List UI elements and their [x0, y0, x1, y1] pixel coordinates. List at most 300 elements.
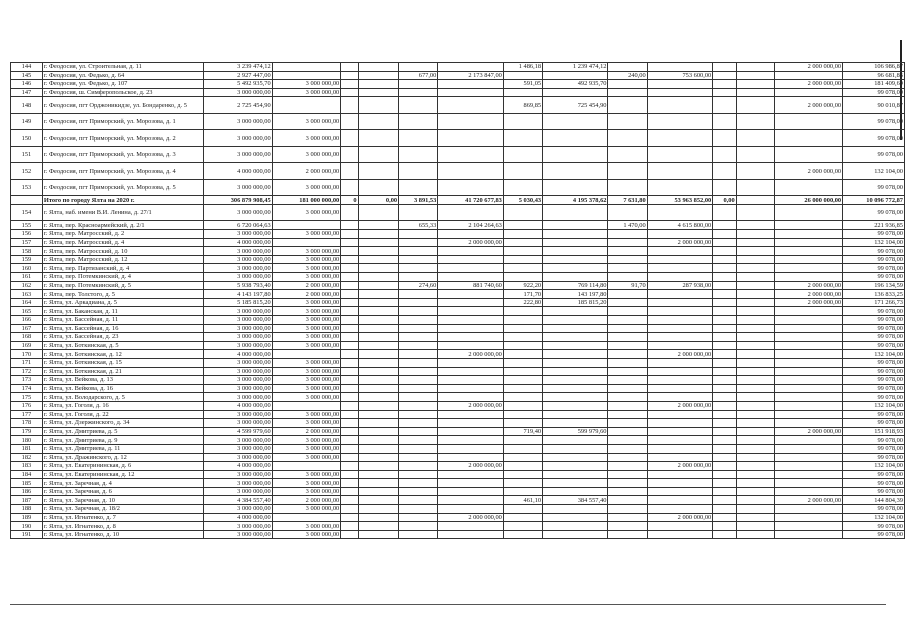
value-cell [713, 333, 736, 342]
address-cell: г. Ялта, пер. Толстого, д. 5 [42, 290, 203, 299]
value-cell [647, 146, 713, 163]
value-cell [399, 367, 438, 376]
value-cell [647, 522, 713, 531]
table-row [11, 316, 905, 325]
value-cell [543, 179, 608, 196]
value-cell: 2 000 000,00 [774, 427, 842, 436]
table-row [11, 376, 905, 385]
value-cell [399, 80, 438, 89]
value-cell: 0 [341, 196, 358, 205]
value-cell: 3 000 000,00 [204, 384, 273, 393]
value-cell [399, 307, 438, 316]
row-number-cell: 173 [11, 376, 43, 385]
value-cell [713, 324, 736, 333]
value-cell: 3 000 000,00 [204, 88, 273, 97]
table-row [11, 393, 905, 402]
value-cell: 3 000 000,00 [204, 130, 273, 147]
value-cell [608, 324, 647, 333]
value-cell [713, 393, 736, 402]
value-cell: 99 078,00 [843, 230, 905, 239]
value-cell: 132 104,00 [843, 462, 905, 471]
value-cell: 769 114,80 [543, 281, 608, 290]
value-cell [713, 384, 736, 393]
value-cell [608, 238, 647, 247]
value-cell: 3 000 000,00 [204, 316, 273, 325]
value-cell: 2 000 000,00 [438, 513, 504, 522]
value-cell: 132 104,00 [843, 163, 905, 180]
value-cell [736, 179, 774, 196]
value-cell [358, 255, 399, 264]
address-cell: г. Ялта, ул. Екатерининская, д. 12 [42, 470, 203, 479]
value-cell [608, 384, 647, 393]
value-cell [543, 479, 608, 488]
value-cell [713, 290, 736, 299]
value-cell [713, 367, 736, 376]
value-cell [438, 427, 504, 436]
value-cell [399, 163, 438, 180]
address-cell: г. Ялта, ул. Гоголя, д. 16 [42, 401, 203, 410]
value-cell: 591,05 [503, 80, 542, 89]
table-row [11, 71, 905, 80]
value-cell: 2 000 000,00 [272, 496, 341, 505]
value-cell [713, 496, 736, 505]
table-row [11, 273, 905, 282]
value-cell: 99 078,00 [843, 179, 905, 196]
value-cell [543, 221, 608, 230]
value-cell [736, 238, 774, 247]
value-cell [399, 298, 438, 307]
value-cell [608, 333, 647, 342]
value-cell [438, 247, 504, 256]
table-row [11, 113, 905, 130]
value-cell [647, 298, 713, 307]
value-cell [358, 238, 399, 247]
value-cell [774, 238, 842, 247]
address-cell: г. Ялта, пер. Матросский, д. 4 [42, 238, 203, 247]
value-cell [736, 384, 774, 393]
address-cell: г. Ялта, ул. Вейкова, д. 16 [42, 384, 203, 393]
value-cell: 3 000 000,00 [272, 179, 341, 196]
row-number-cell: 191 [11, 530, 43, 539]
value-cell [341, 530, 358, 539]
value-cell: 7 631,80 [608, 196, 647, 205]
value-cell [736, 350, 774, 359]
value-cell [272, 350, 341, 359]
value-cell: 4 000 000,00 [204, 163, 273, 180]
value-cell [608, 444, 647, 453]
value-cell [503, 384, 542, 393]
value-cell [736, 307, 774, 316]
value-cell: 3 891,53 [399, 196, 438, 205]
value-cell [399, 384, 438, 393]
value-cell [647, 333, 713, 342]
address-cell: г. Ялта, ул. Заречная, д. 10 [42, 496, 203, 505]
value-cell: 99 078,00 [843, 113, 905, 130]
value-cell [341, 436, 358, 445]
value-cell [358, 462, 399, 471]
value-cell: 3 000 000,00 [204, 273, 273, 282]
value-cell [438, 290, 504, 299]
value-cell [713, 419, 736, 428]
value-cell [358, 384, 399, 393]
value-cell: 41 720 677,83 [438, 196, 504, 205]
value-cell [438, 146, 504, 163]
table-row [11, 97, 905, 114]
value-cell [543, 453, 608, 462]
value-cell [713, 264, 736, 273]
value-cell [503, 513, 542, 522]
value-cell [358, 146, 399, 163]
value-cell [774, 462, 842, 471]
value-cell: 3 000 000,00 [204, 505, 273, 514]
value-cell [438, 522, 504, 531]
address-cell: г. Ялта, ул. Володарского, д. 5 [42, 393, 203, 402]
value-cell [608, 163, 647, 180]
table-row [11, 444, 905, 453]
value-cell [399, 496, 438, 505]
value-cell [608, 307, 647, 316]
value-cell [358, 97, 399, 114]
value-cell [647, 290, 713, 299]
value-cell [503, 358, 542, 367]
address-cell: г. Ялта, пер. Матросский, д. 12 [42, 255, 203, 264]
value-cell [358, 470, 399, 479]
value-cell [647, 453, 713, 462]
value-cell [774, 130, 842, 147]
value-cell [713, 350, 736, 359]
value-cell: 3 000 000,00 [272, 384, 341, 393]
value-cell: 99 078,00 [843, 341, 905, 350]
value-cell [438, 341, 504, 350]
value-cell [647, 384, 713, 393]
value-cell [608, 298, 647, 307]
value-cell: 3 000 000,00 [204, 436, 273, 445]
value-cell: 3 000 000,00 [272, 453, 341, 462]
value-cell: 3 000 000,00 [272, 358, 341, 367]
value-cell [438, 358, 504, 367]
value-cell [736, 316, 774, 325]
value-cell [358, 316, 399, 325]
value-cell [774, 487, 842, 496]
value-cell [647, 436, 713, 445]
value-cell: 3 000 000,00 [272, 130, 341, 147]
value-cell [543, 393, 608, 402]
value-cell [341, 204, 358, 221]
value-cell: 171,70 [503, 290, 542, 299]
value-cell: 3 000 000,00 [272, 324, 341, 333]
row-number-cell: 164 [11, 298, 43, 307]
address-cell: г. Ялта, пер. Матросский, д. 2 [42, 230, 203, 239]
value-cell [358, 204, 399, 221]
value-cell: 2 000 000,00 [647, 513, 713, 522]
value-cell [647, 393, 713, 402]
value-cell [736, 522, 774, 531]
value-cell [272, 71, 341, 80]
value-cell: 3 000 000,00 [272, 264, 341, 273]
table-row [11, 505, 905, 514]
value-cell [438, 307, 504, 316]
row-number-cell: 147 [11, 88, 43, 97]
value-cell [647, 63, 713, 72]
value-cell: 2 000 000,00 [438, 350, 504, 359]
value-cell: 171 266,73 [843, 298, 905, 307]
value-cell [647, 97, 713, 114]
value-cell [358, 130, 399, 147]
value-cell [736, 444, 774, 453]
value-cell [438, 436, 504, 445]
value-cell: 2 000 000,00 [774, 496, 842, 505]
address-cell: г. Феодосия, пгт Приморский, ул. Морозова, д. 2 [42, 130, 203, 147]
value-cell: 3 000 000,00 [272, 487, 341, 496]
value-cell [399, 419, 438, 428]
value-cell [503, 238, 542, 247]
value-cell: 99 078,00 [843, 204, 905, 221]
value-cell [438, 230, 504, 239]
value-cell: 2 000 000,00 [647, 401, 713, 410]
value-cell [736, 470, 774, 479]
value-cell: 99 078,00 [843, 505, 905, 514]
value-cell [608, 376, 647, 385]
address-cell: г. Феодосия, ш. Симферопольское, д. 23 [42, 88, 203, 97]
value-cell [647, 341, 713, 350]
value-cell [543, 487, 608, 496]
value-cell [399, 401, 438, 410]
address-cell: г. Ялта, ул. Гоголя, д. 22 [42, 410, 203, 419]
value-cell: 99 078,00 [843, 333, 905, 342]
value-cell [358, 307, 399, 316]
value-cell [647, 505, 713, 514]
value-cell [774, 179, 842, 196]
table-row [11, 255, 905, 264]
value-cell: 99 078,00 [843, 393, 905, 402]
row-number-cell: 171 [11, 358, 43, 367]
value-cell [713, 444, 736, 453]
value-cell [503, 479, 542, 488]
value-cell [399, 341, 438, 350]
value-cell [608, 462, 647, 471]
value-cell [543, 401, 608, 410]
value-cell: 2 173 847,00 [438, 71, 504, 80]
value-cell [647, 419, 713, 428]
value-cell [774, 376, 842, 385]
value-cell [774, 316, 842, 325]
value-cell: 725 454,90 [543, 97, 608, 114]
table-row [11, 367, 905, 376]
value-cell [608, 393, 647, 402]
value-cell [774, 273, 842, 282]
value-cell [543, 367, 608, 376]
value-cell [713, 462, 736, 471]
value-cell [503, 230, 542, 239]
value-cell [438, 376, 504, 385]
value-cell [438, 88, 504, 97]
address-cell: г. Ялта, ул. Дмитриева, д. 5 [42, 427, 203, 436]
value-cell [608, 341, 647, 350]
row-number-cell: 190 [11, 522, 43, 531]
value-cell: 4 000 000,00 [204, 238, 273, 247]
value-cell: 3 000 000,00 [204, 487, 273, 496]
value-cell [543, 470, 608, 479]
value-cell [647, 163, 713, 180]
value-cell [647, 255, 713, 264]
table-row [11, 230, 905, 239]
value-cell [608, 505, 647, 514]
value-cell [358, 324, 399, 333]
address-cell: г. Ялта, ул. Заречная, д. 18/2 [42, 505, 203, 514]
value-cell [399, 522, 438, 531]
value-cell [503, 470, 542, 479]
value-cell [774, 410, 842, 419]
value-cell [358, 281, 399, 290]
row-number-cell: 158 [11, 247, 43, 256]
value-cell: 132 104,00 [843, 401, 905, 410]
value-cell [647, 204, 713, 221]
value-cell [503, 316, 542, 325]
value-cell [608, 130, 647, 147]
value-cell: 3 000 000,00 [272, 419, 341, 428]
value-cell: 4 000 000,00 [204, 513, 273, 522]
value-cell [543, 307, 608, 316]
value-cell: 881 740,60 [438, 281, 504, 290]
value-cell [543, 358, 608, 367]
table-row [11, 238, 905, 247]
value-cell [358, 230, 399, 239]
table-row [11, 462, 905, 471]
value-cell [399, 264, 438, 273]
value-cell [608, 146, 647, 163]
value-cell [399, 376, 438, 385]
value-cell: 3 000 000,00 [204, 333, 273, 342]
address-cell: г. Ялта, ул. Игнатенко, д. 10 [42, 530, 203, 539]
value-cell [608, 453, 647, 462]
address-cell: г. Феодосия, ул. Строительная, д. 11 [42, 63, 203, 72]
value-cell: 3 000 000,00 [272, 393, 341, 402]
table-row [11, 522, 905, 531]
value-cell [358, 273, 399, 282]
value-cell [608, 530, 647, 539]
row-number-cell: 187 [11, 496, 43, 505]
value-cell [503, 247, 542, 256]
value-cell [713, 358, 736, 367]
value-cell [736, 230, 774, 239]
table-row [11, 487, 905, 496]
value-cell [736, 88, 774, 97]
value-cell [503, 350, 542, 359]
value-cell [543, 230, 608, 239]
value-cell: 4 195 378,62 [543, 196, 608, 205]
table-row [11, 264, 905, 273]
value-cell: 3 000 000,00 [204, 230, 273, 239]
value-cell [399, 113, 438, 130]
value-cell [543, 71, 608, 80]
value-cell [358, 444, 399, 453]
address-cell: г. Ялта, ул. Боткинская, д. 12 [42, 350, 203, 359]
value-cell: 99 078,00 [843, 444, 905, 453]
value-cell: 3 000 000,00 [272, 376, 341, 385]
value-cell: 599 979,60 [543, 427, 608, 436]
value-cell [713, 179, 736, 196]
value-cell [399, 462, 438, 471]
value-cell: 5 030,43 [503, 196, 542, 205]
table-body [11, 63, 905, 539]
row-number-cell: 169 [11, 341, 43, 350]
value-cell: 196 134,59 [843, 281, 905, 290]
value-cell [341, 71, 358, 80]
value-cell [647, 444, 713, 453]
value-cell [736, 376, 774, 385]
value-cell: 99 078,00 [843, 522, 905, 531]
value-cell [341, 487, 358, 496]
value-cell [608, 273, 647, 282]
value-cell [543, 419, 608, 428]
value-cell: 4 384 557,40 [204, 496, 273, 505]
value-cell [503, 487, 542, 496]
table-row [11, 436, 905, 445]
value-cell [503, 522, 542, 531]
value-cell: 3 000 000,00 [272, 367, 341, 376]
value-cell [272, 238, 341, 247]
table-row [11, 350, 905, 359]
value-cell [438, 63, 504, 72]
value-cell: 99 078,00 [843, 273, 905, 282]
value-cell [774, 71, 842, 80]
value-cell [503, 273, 542, 282]
value-cell: 3 000 000,00 [204, 470, 273, 479]
value-cell [358, 513, 399, 522]
value-cell [736, 113, 774, 130]
value-cell [647, 113, 713, 130]
value-cell [438, 316, 504, 325]
value-cell: 0,00 [358, 196, 399, 205]
value-cell: 99 078,00 [843, 255, 905, 264]
value-cell: 3 000 000,00 [204, 146, 273, 163]
value-cell: 2 000 000,00 [647, 462, 713, 471]
value-cell [774, 401, 842, 410]
value-cell: 106 986,87 [843, 63, 905, 72]
value-cell [608, 522, 647, 531]
value-cell [543, 204, 608, 221]
address-cell: г. Ялта, ул. Екатерининская, д. 6 [42, 462, 203, 471]
value-cell [272, 221, 341, 230]
value-cell: 3 000 000,00 [204, 393, 273, 402]
value-cell [341, 80, 358, 89]
table-row [11, 427, 905, 436]
value-cell [713, 427, 736, 436]
address-cell: г. Ялта, ул. Игнатенко, д. 7 [42, 513, 203, 522]
value-cell [438, 298, 504, 307]
value-cell [341, 247, 358, 256]
value-cell: 99 078,00 [843, 358, 905, 367]
value-cell [736, 479, 774, 488]
address-cell: г. Феодосия, пгт Приморский, ул. Морозова, д. 3 [42, 146, 203, 163]
value-cell [341, 273, 358, 282]
value-cell: 99 078,00 [843, 307, 905, 316]
value-cell [358, 358, 399, 367]
address-cell: г. Ялта, ул. Аркадиана, д. 5 [42, 298, 203, 307]
value-cell: 4 143 197,80 [204, 290, 273, 299]
value-cell [543, 444, 608, 453]
row-number-cell: 189 [11, 513, 43, 522]
value-cell [647, 307, 713, 316]
value-cell [503, 419, 542, 428]
value-cell [713, 436, 736, 445]
value-cell [503, 179, 542, 196]
row-number-cell: 188 [11, 505, 43, 514]
value-cell: 3 000 000,00 [204, 264, 273, 273]
value-cell: 3 000 000,00 [272, 273, 341, 282]
value-cell [399, 358, 438, 367]
value-cell [543, 333, 608, 342]
